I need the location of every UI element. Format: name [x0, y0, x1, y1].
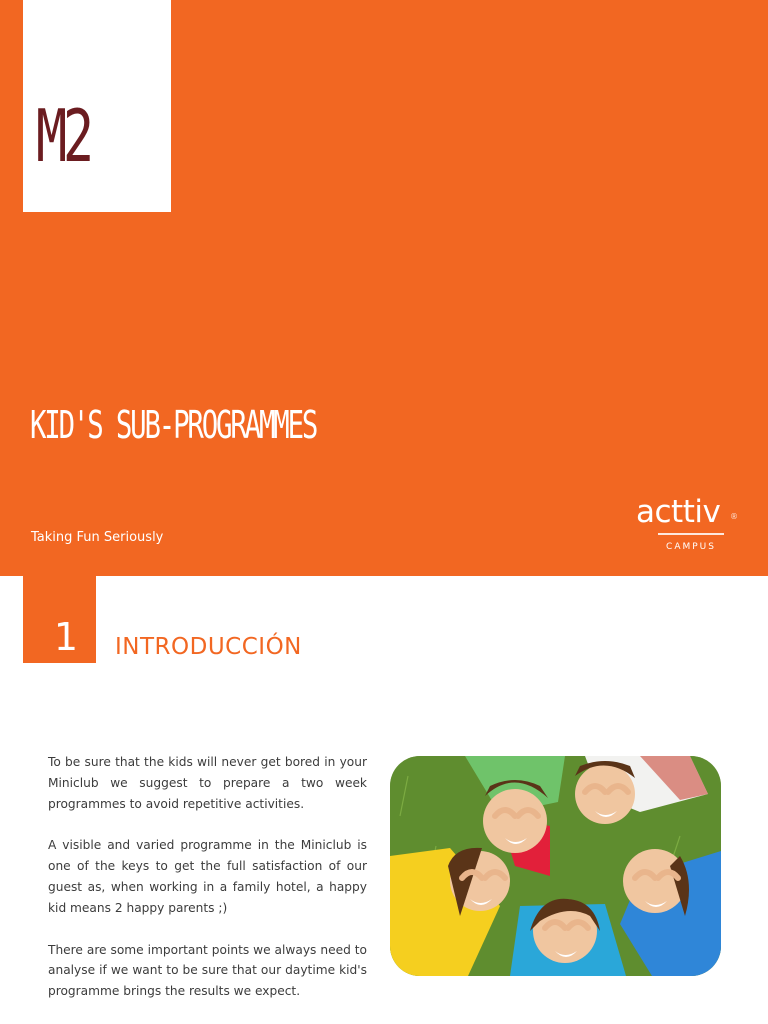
logo-divider [658, 533, 724, 535]
logo-subtitle: CAMPUS [666, 542, 716, 552]
page-title: KID'S SUB-PROGRAMMES [30, 403, 317, 447]
section-title: INTRODUCCIÓN [115, 634, 302, 660]
logo-wordmark: acttiv [636, 494, 721, 530]
logo-registered-icon: ® [730, 512, 738, 521]
kids-in-circle-photo [390, 756, 721, 976]
section-number: 1 [53, 615, 79, 659]
paragraph: A visible and varied programme in the Miniclub is one of the keys to get the full satisfaction of our guest as, when working in a family hotel, a happy kid means 2 happy parents ;) [48, 838, 367, 915]
paragraph: There are some important points we always need to analyse if we want to be sure that our daytime kid's programme brings the results we expect. [48, 942, 367, 999]
paragraph: To be sure that the kids will never get bored in your Miniclub we suggest to prepare a two week programmes to avoid repetitive activities. [48, 755, 367, 811]
intro-text [48, 752, 367, 1023]
tagline: Taking Fun Seriously [31, 530, 164, 545]
section-number-box [23, 576, 96, 663]
acttiv-logo [636, 492, 740, 558]
module-code: M2 [36, 94, 90, 178]
